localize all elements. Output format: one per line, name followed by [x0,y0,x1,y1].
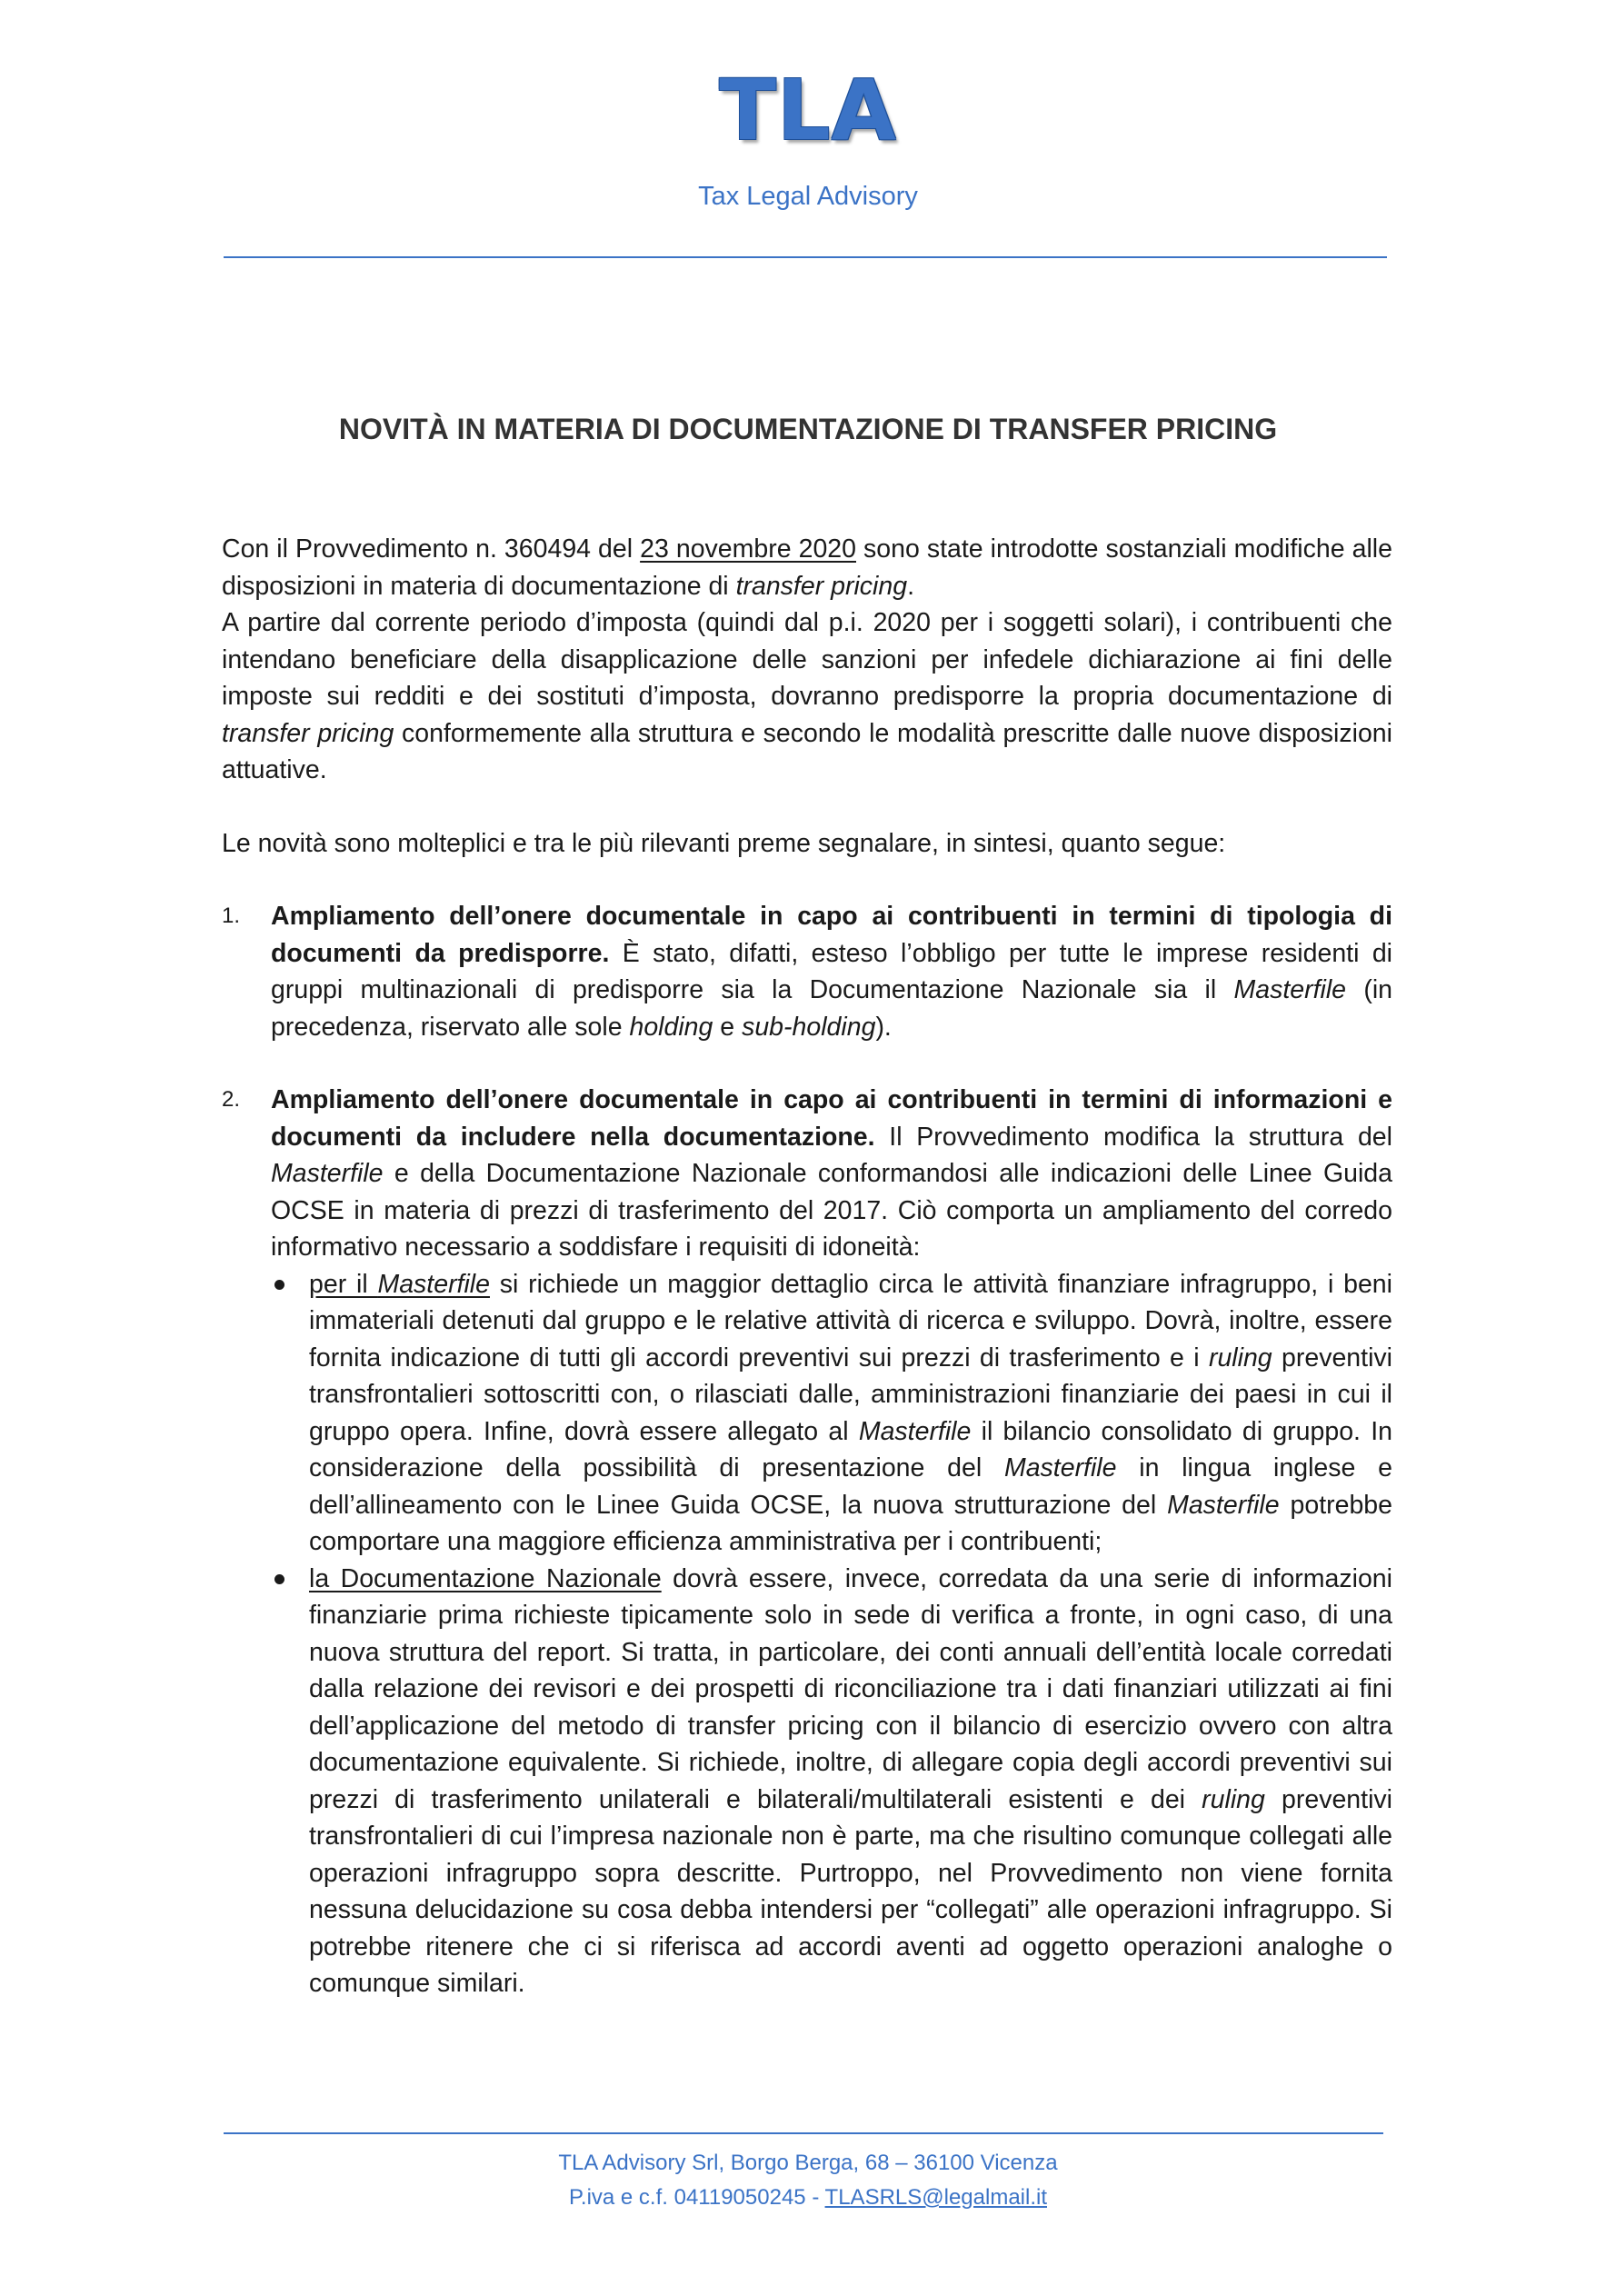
footer-address: TLA Advisory Srl, Borgo Berga, 68 – 36100 Vicenza [558,2151,1058,2175]
bullet-dot-icon [274,1574,284,1584]
footer-tax-info: P.iva e c.f. 04119050245 - TLASRLS@legalmail.it [568,2185,1047,2210]
bullet-dot-icon [274,1280,284,1290]
requirements-bullet-list [222,1266,1392,2002]
bullet-item-documentazione-nazionale: la Documentazione Nazionale dovrà essere, invece, corredata da una serie di informazioni finanziarie prima richieste tipicamente solo in sede di verifica a fronte, in ogni caso, di una nuova struttura del report. Si tratta, in particolare, dei conti annuali dell’entità locale corredati dalla relazione dei revisori e dei prospetti di riconciliazione tra i dati finanziari utilizzati ai fini dell’applicazione del metodo di transfer pricing con il bilancio di esercizio ovvero con altra documentazione equivalente. Si richiede, inoltre, di allegare copia degli accordi preventivi sui prezzi di trasferimento unilaterali e bilaterali/multilaterali esistenti e dei ruling preventivi transfrontalieri di cui l’impresa nazionale non è parte, ma che risultino comunque collegati alle operazioni infragruppo sopra descritte. Purtroppo, nel Provvedimento non viene fornita nessuna delucidazione su cosa debba intendersi per “collegati” alle operazioni infragruppo. Si potrebbe ritenere che ci si riferisca ad accordi aventi ad oggetto operazioni analoghe o comunque similari. [309,1561,1392,2002]
intro-paragraph-3: Le novità sono molteplici e tra le più rilevanti preme segnalare, in sintesi, quanto segue: [222,828,1226,858]
list-number: 2. [222,1087,241,1112]
list-item: 2. Ampliamento dell’onere documentale in capo ai contribuenti in termini di informazioni e documenti da includere nella documentazione. Il Provvedimento modifica la struttura del Masterfile e della Documentazione Nazionale conformandosi alle indicazioni delle Linee Guida OCSE in materia di prezzi di trasferimento del 2017. Ciò comporta un ampliamento del corredo informativo necessario a soddisfare i requisiti di idoneità: [222,1082,1392,1266]
header-divider [224,256,1387,258]
document-body [222,531,1392,2002]
footer-email-link[interactable]: TLASRLS@legalmail.it [824,2185,1047,2210]
novelty-list [222,898,1392,1266]
company-logo: TLA [719,62,897,159]
list-item: 1. Ampliamento dell’onere documentale in capo ai contribuenti in termini di tipologia di documenti da predisporre. È stato, difatti, esteso l’obbligo per tutte le imprese residenti di gruppi multinazionali di predisporre sia la Documentazione Nazionale sia il Masterfile (in precedenza, riservato alle sole holding e sub-holding). [222,898,1392,1045]
bullet-item-masterfile: per il Masterfile si richiede un maggior dettaglio circa le attività finanziare infragruppo, i beni immateriali detenuti dal gruppo e le relative attività di ricerca e sviluppo. Dovrà, inoltre, essere fornita indicazione di tutti gli accordi preventivi sui prezzi di trasferimento e i ruling preventivi transfrontalieri sottoscritti con, o rilasciati dalle, amministrazioni finanziarie dei paesi in cui il gruppo opera. Infine, dovrà essere allegato al Masterfile il bilancio consolidato di gruppo. In considerazione della possibilità di presentazione del Masterfile in lingua inglese e dell’allineamento con le Linee Guida OCSE, la nuova strutturazione del Masterfile potrebbe comportare una maggiore efficienza amministrativa per i contribuenti; [309,1266,1392,1561]
footer-divider [224,2132,1383,2134]
list-number: 1. [222,903,241,928]
intro-paragraph-2: A partire dal corrente periodo d’imposta (quindi dal p.i. 2020 per i soggetti solari), i contribuenti che intendano beneficiare della disapplicazione delle sanzioni per infedele dichiarazione ai fini delle imposte sui redditi e dei sostituti d’imposta, dovranno predisporre la propria documentazione di transfer pricing conformemente alla struttura e secondo le modalità prescritte dalle nuove disposizioni attuative. [222,608,1392,784]
document-title: NOVITÀ IN MATERIA DI DOCUMENTAZIONE DI TRANSFER PRICING [338,413,1278,445]
provvedimento-date: 23 novembre 2020 [640,534,856,564]
intro-paragraph-1: Con il Provvedimento n. 360494 del 23 novembre 2020 sono state introdotte sostanziali modifiche alle disposizioni in materia di documentazione di transfer pricing. [222,534,1392,601]
company-tagline: Tax Legal Advisory [698,182,918,211]
